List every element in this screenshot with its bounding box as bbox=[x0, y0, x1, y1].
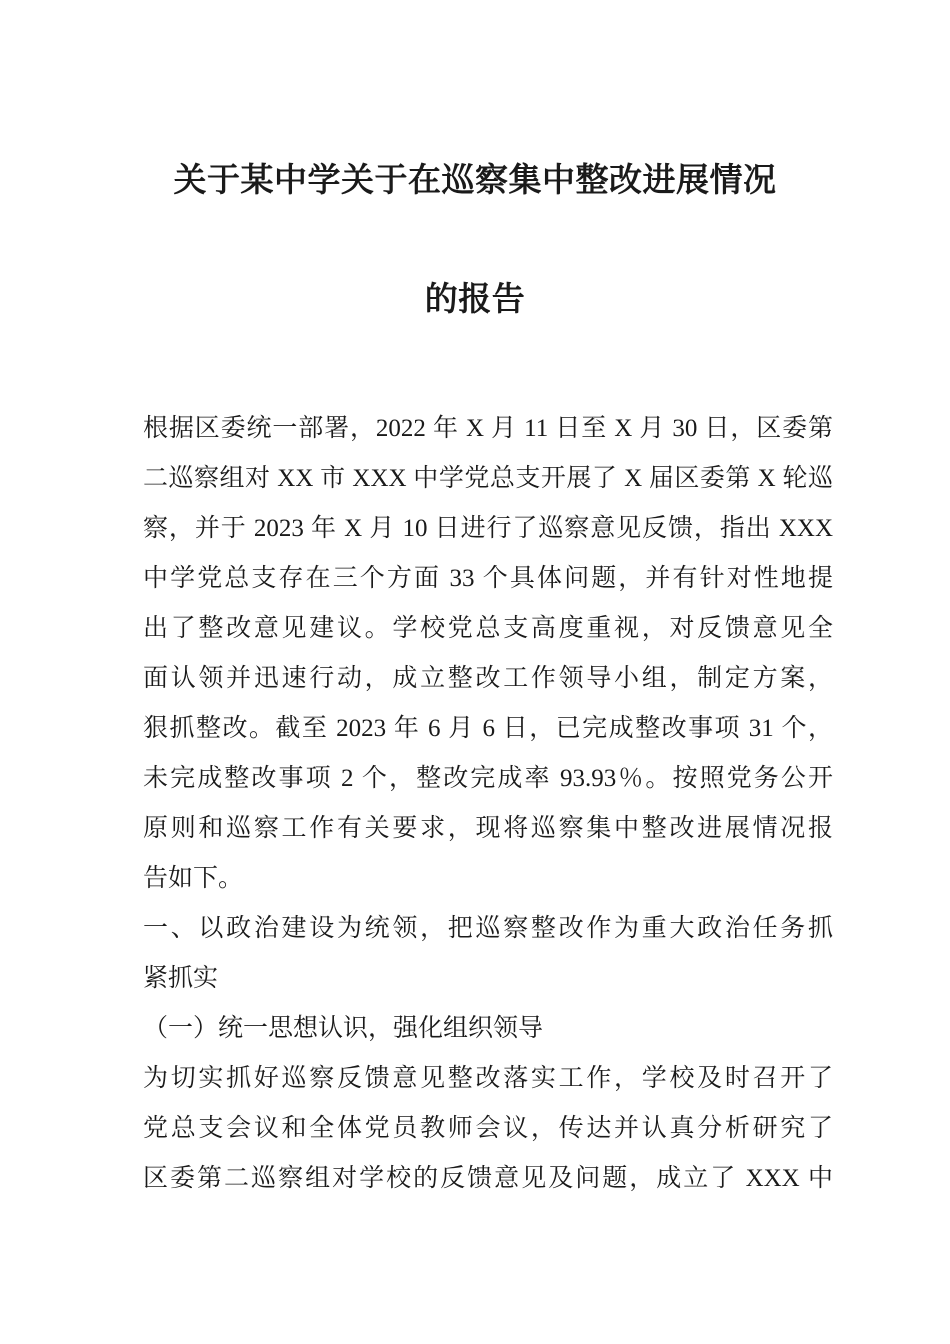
body-line: 察，并于 2023 年 X 月 10 日进行了巡察意见反馈，指出 XXX bbox=[143, 515, 833, 542]
document-body bbox=[143, 404, 833, 1204]
body-line: 狠抓整改。截至 2023 年 6 月 6 日，已完成整改事项 31 个， bbox=[143, 715, 833, 742]
body-line: 二巡察组对 XX 市 XXX 中学党总支开展了 X 届区委第 X 轮巡 bbox=[143, 465, 833, 492]
document-title-line-2: 的报告 bbox=[424, 282, 526, 318]
body-line: 中学党总支存在三个方面 33 个具体问题，并有针对性地提 bbox=[143, 565, 833, 592]
body-line: 面认领并迅速行动，成立整改工作领导小组，制定方案， bbox=[143, 665, 833, 692]
body-line-section-heading: 一、以政治建设为统领，把巡察整改作为重大政治任务抓 bbox=[143, 915, 833, 942]
body-line: 区委第二巡察组对学校的反馈意见及问题，成立了 XXX 中 bbox=[143, 1165, 833, 1192]
body-line-subsection-heading: （一）统一思想认识，强化组织领导 bbox=[143, 1015, 544, 1042]
body-line: 未完成整改事项 2 个，整改完成率 93.93％。按照党务公开 bbox=[143, 765, 833, 792]
body-line: 出了整改意见建议。学校党总支高度重视，对反馈意见全 bbox=[143, 615, 833, 642]
body-line: 原则和巡察工作有关要求，现将巡察集中整改进展情况报 bbox=[143, 815, 833, 842]
document-title-line-1: 关于某中学关于在巡察集中整改进展情况 bbox=[173, 163, 777, 199]
body-line: 根据区委统一部署，2022 年 X 月 11 日至 X 月 30 日，区委第 bbox=[143, 415, 833, 442]
body-line: 为切实抓好巡察反馈意见整改落实工作，学校及时召开了 bbox=[143, 1065, 833, 1092]
body-line: 党总支会议和全体党员教师会议，传达并认真分析研究了 bbox=[143, 1115, 833, 1142]
body-line-section-heading-end: 紧抓实 bbox=[143, 965, 219, 992]
body-line-paragraph-end: 告如下。 bbox=[143, 865, 244, 892]
